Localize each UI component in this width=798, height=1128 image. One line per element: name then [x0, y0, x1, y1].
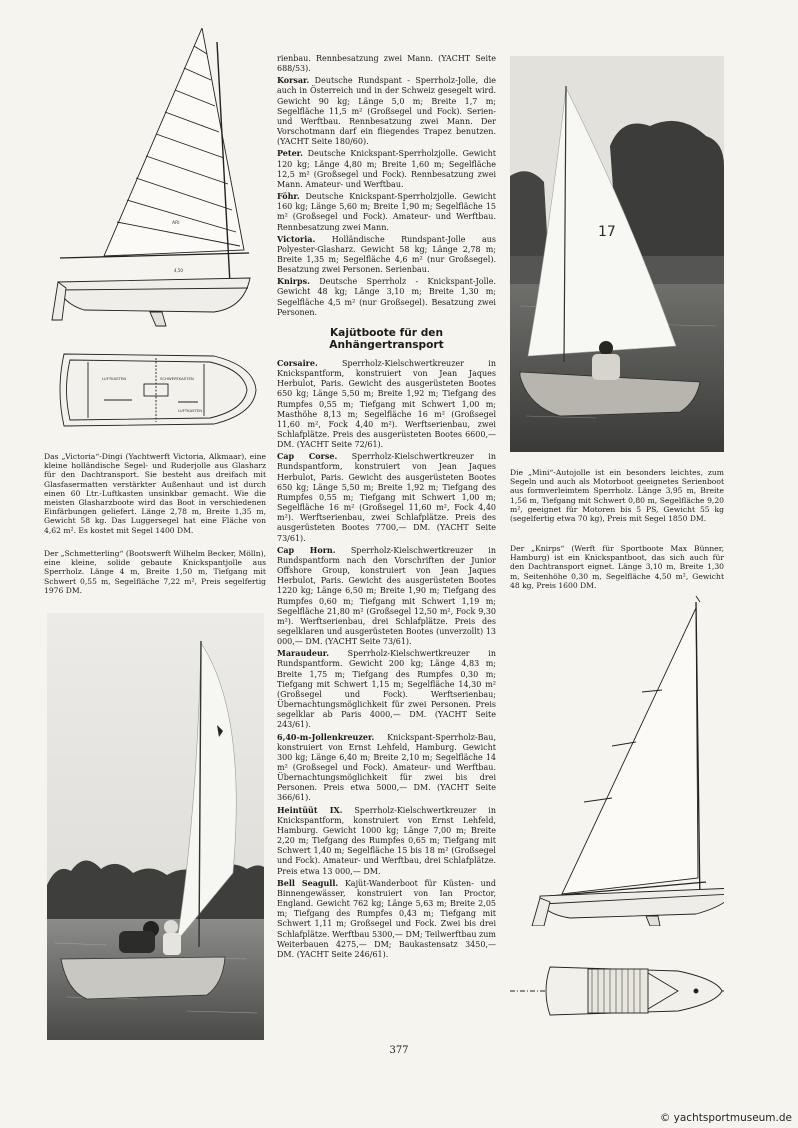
- entry-name: Korsar.: [277, 75, 310, 86]
- plan-label-air-tank-2: LUFTKASTEN: [178, 408, 203, 413]
- knirps-plan-view-drawing: [510, 951, 724, 1031]
- entry-name: Heintüüt IX.: [277, 804, 343, 815]
- plan-label-air-tank-1: LUFTKASTEN: [102, 376, 127, 381]
- mini-autojolle-photo: [510, 56, 724, 452]
- page-number: 377: [389, 1045, 409, 1056]
- entry-name: Knirps.: [277, 276, 310, 287]
- entry-corsaire: [277, 358, 496, 450]
- entry-peter: [277, 148, 496, 190]
- entry-name: Cap Corse.: [277, 451, 338, 462]
- right-column: [510, 56, 724, 1036]
- entry-name: Maraudeur.: [277, 648, 330, 659]
- watermark: © yachtsportmuseum.de: [659, 1112, 792, 1124]
- left-column: [44, 28, 266, 1048]
- caption-victoria: Das „Victoria“-Dingi (Yachtwerft Victoria, Alkmaar), eine kleine holländische Segel- und Ruderjolle aus Glasharz für den Dachtransport. Sie besteht aus dreifach mit Glasfasermatten verstärkter Außenhaut und ist durch einen 60 Ltr.-Luftkasten unsinkbar gemacht. Wie die meisten Glasharzboote wird das Boot in verschiedenen Einfärbungen geliefert. Länge 2,78 m, Breite 1,35 m, Gewicht 58 kg. Das Luggersegel hat eine Fläche von 4,62 m². Es kostet mit Segel 1400 DM.: [44, 452, 266, 535]
- hull-label: 4,50: [174, 268, 183, 273]
- entry-text: rienbau. Rennbesatzung zwei Mann. (YACHT Seite 688/53).: [277, 54, 496, 74]
- victoria-plan-view-drawing: [44, 340, 266, 440]
- entry-text: Deutsche Knickspant-Sperrholzjolle. Gewicht 160 kg; Länge 5,60 m; Breite 1,90 m; Segelfläche 15 m² (Großsegel und Fock). Amateur- und Werftbau. Rennbesatzung zwei Mann.: [277, 192, 496, 232]
- entry-name: Peter.: [277, 148, 303, 159]
- boat-list-lower: [277, 358, 496, 960]
- entry-text: Deutsche Knickspant-Sperrholzjolle. Gewicht 120 kg; Länge 4,80 m; Breite 1,60 m; Segelfläche 12,5 m² (Großsegel und Fock). Rennbesatzung zwei Mann. Amateur- und Werftbau.: [277, 149, 496, 189]
- entry-name: Bell Seagull.: [277, 877, 339, 888]
- entry-text: Kajüt-Wanderboot für Küsten- und Binnengewässer, konstruiert von Ian Proctor, England. Gewicht 762 kg; Länge 5,63 m; Breite 2,05 m; Tiefgang des Rumpfes 0,43 m; Tiefgang mit Schwert 1,11 m; Großsegel und Fock. Zwei bis drei Schlafplätze. Werftbau 5300,— DM; Teilwerftbau zum Weiterbauen 4275,— DM; Baukastensatz 3450,— DM. (YACHT Seite 246/61).: [277, 878, 496, 959]
- entry-jollenkreuzer: [277, 732, 496, 804]
- sail-number-label: ARI: [172, 221, 180, 226]
- entry-heintueuet: [277, 805, 496, 877]
- entry-name: Victoria.: [277, 233, 316, 244]
- entry-text: Holländische Rundspant-Jolle aus Polyester-Glasharz. Gewicht 58 kg; Länge 2,78 m; Breite 1,35 m; Segelfläche 4,6 m² (nur Großsegel). Besatzung zwei Personen. Serienbau.: [277, 234, 496, 275]
- entry-name: Corsaire.: [277, 357, 318, 368]
- entry-text: Knickspant-Sperrholz-Bau, konstruiert von Ernst Lehfeld, Hamburg. Gewicht 300 kg; Länge 6,40 m; Breite 2,10 m; Segelfläche 14 m² (Großsegel und Fock). Amateur- und Werftbau. Übernachtungsmöglichkeit für zwei bis drei Personen. Preis etwa 5000,— DM. (YACHT Seite 366/61).: [277, 732, 496, 803]
- entry-text: Sperrholz-Kielschwertkreuzer in Knickspantform, konstruiert von Ernst Lehfeld, Hamburg. Gewicht 1000 kg; Länge 7,00 m; Breite 2,20 m; Tiefgang des Rumpfes 0,65 m; Tiefgang mit Schwert 1,40 m; Segelfläche 15 bis 18 m² (Großsegel und Fock). Amateur- und Werftbau, drei Schlafplätze. Preis etwa 13 000,— DM.: [277, 805, 496, 876]
- entry-maraudeur: [277, 648, 496, 730]
- schmetterling-photo: [47, 613, 264, 1040]
- entry-name: Föhr.: [277, 191, 300, 202]
- entry-text: Deutsche Rundspant - Sperrholz-Jolle, die auch in Österreich und in der Schweiz gesegelt wird. Gewicht 90 kg; Länge 5,0 m; Breite 1,7 m; Segelfläche 11,5 m² (Großsegel und Fock). Serien- und Werftbau. Rennbesatzung zwei Mann. Der Vorschotmann darf ein fliegendes Trapez benutzen. (YACHT Seite 180/60).: [277, 76, 496, 147]
- entry-continued: [277, 54, 496, 74]
- caption-mini: Die „Mini“-Autojolle ist ein besonders leichtes, zum Segeln und auch als Motorboot geeignetes Serienboot aus formverleimtem Sperrholz. Länge 3,95 m, Breite 1,56 m, Tiefgang mit Schwert 0,80 m, Segelfläche 9,20 m², geeignet für Motoren bis 5 PS, Gewicht 55 kg (segelfertig etwa 70 kg), Preis mit Segel 1850 DM.: [510, 468, 724, 524]
- middle-column: [277, 54, 496, 1050]
- caption-knirps: Der „Knirps“ (Werft für Sportboote Max Bünner, Hamburg) ist ein Knickspantboot, das sich auch für den Dachtransport eignet. Länge 3,10 m, Breite 1,30 m, Seitenhöhe 0,30 m, Segelfläche 4,50 m², Gewicht 48 kg, Preis 1600 DM.: [510, 544, 724, 590]
- entry-text: Sperrholz-Kielschwertkreuzer in Rundspantform. Gewicht 200 kg; Länge 4,83 m; Breite 1,75 m; Tiefgang des Rumpfes 0,30 m; Tiefgang mit Schwert 1,15 m; Segelfläche 14,30 m² (Großsegel und Fock). Werftserienbau; Übernachtungsmöglichkeit für zwei Personen. Preis segelklar ab Paris 4000,— DM. (YACHT Seite 243/61).: [277, 649, 496, 730]
- boat-list-upper: [277, 54, 496, 318]
- knirps-side-view-drawing: [510, 596, 724, 926]
- entry-text: Sperrholz-Kielschwertkreuzer in Rundspantform, konstruiert von Jean Jaques Herbulot, Paris. Gewicht des ausgerüsteten Bootes 650 kg; Länge 5,50 m; Breite 1,92 m; Tiefgang des Rumpfes 0,55 m; Tiefgang mit Schwert 1,00 m; Segelfläche 16 m² (Großsegel 11,60 m², Fock 4,40 m²). Werftserienbau, zwei Schlafplätze. Preis des ausgerüsteten Bootes 7700,— DM. (YACHT Seite 73/61).: [277, 452, 496, 543]
- entry-victoria: [277, 234, 496, 276]
- entry-bell-seagull: [277, 878, 496, 960]
- entry-text: Deutsche Sperrholz - Knickspant-Jolle. Gewicht 48 kg; Länge 3,10 m; Breite 1,30 m; Segelfläche 4,5 m² (nur Großsegel). Besatzung zwei Personen.: [277, 277, 496, 317]
- entry-knirps: [277, 276, 496, 318]
- entry-foehr: [277, 191, 496, 233]
- victoria-side-view-drawing: [44, 28, 266, 328]
- entry-cap-horn: [277, 545, 496, 648]
- photo-sail-number: 17: [598, 224, 616, 240]
- entry-text: Sperrholz-Kielschwertkreuzer in Knickspantform, konstruiert von Jean Jaques Herbulot, Paris. Gewicht des ausgerüsteten Bootes 650 kg; Länge 5,50 m; Breite 1,92 m; Tiefgang des Rumpfes 0,55 m; Tiefgang mit Schwert 1,00 m; Masthöhe 8,13 m; Segelfläche 16 m² (Großsegel 11,60 m², Fock 4,40 m²). Werftserienbau, zwei Schlafplätze. Preis des ausgerüsteten Bootes 6600,— DM. (YACHT Seite 72/61).: [277, 358, 496, 450]
- plan-label-board-case: SCHWERTKASTEN: [160, 376, 194, 381]
- entry-cap-corse: [277, 451, 496, 543]
- caption-schmetterling: Der „Schmetterling“ (Bootswerft Wilhelm Becker, Mölln), eine kleine, solide gebaute Knickspantjolle aus Sperrholz. Länge 4 m, Breite 1,50 m, Tiefgang mit Schwert 0,55 m, Segelfläche 7,22 m², Preis segelfertig 1976 DM.: [44, 549, 266, 595]
- section-heading-line-1: Kajütboote für den: [329, 326, 444, 339]
- entry-name: 6,40-m-Jollenkreuzer.: [277, 731, 375, 742]
- section-heading-line-2: Anhängertransport: [329, 339, 444, 352]
- entry-korsar: [277, 75, 496, 147]
- entry-name: Cap Horn.: [277, 544, 336, 555]
- section-heading: [277, 327, 496, 352]
- entry-text: Sperrholz-Kielschwertkreuzer in Rundspantform nach den Vorschriften der Junior Offshore Group, konstruiert von Jean Jaques Herbulot, Paris. Gewicht des ausgerüsteten Bootes 1220 kg; Länge 6,50 m; Breite 1,90 m; Tiefgang des Rumpfes 0,60 m; Tiefgang mit Schwert 1,19 m; Segelfläche 21,80 m² (Großsegel 12,50 m², Fock 9,30 m²). Werftserienbau, drei Schlafplätze. Preis des segelklaren und ausgerüsteten Bootes (unverzollt) 13 000,— DM. (YACHT Seite 73/61).: [277, 545, 496, 647]
